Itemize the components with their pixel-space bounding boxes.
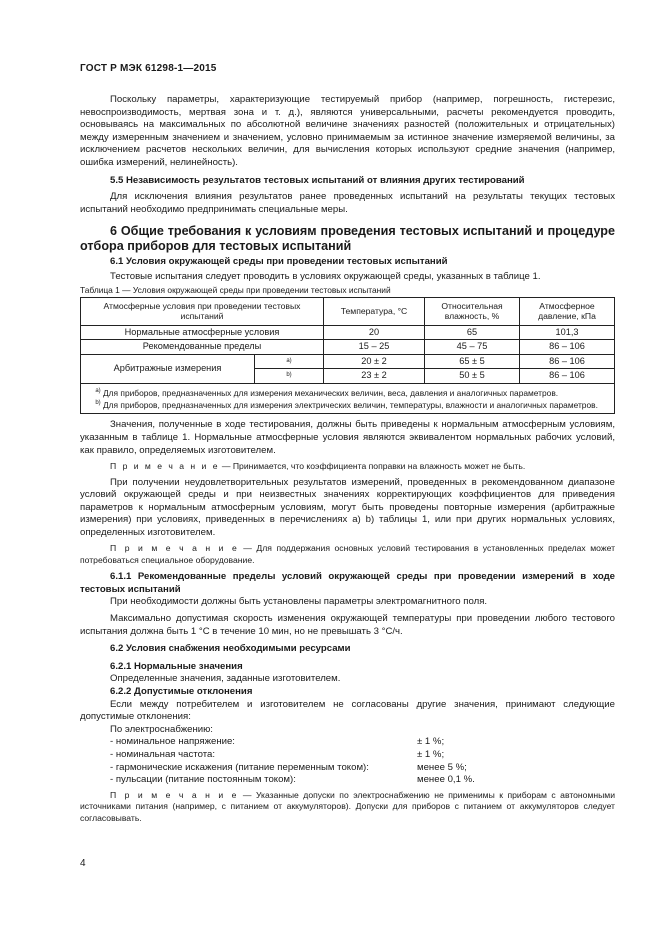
row-label: Нормальные атмосферные условия bbox=[81, 325, 324, 340]
header-conditions: Атмосферные условия при проведении тестовых испытаний bbox=[81, 297, 324, 325]
row-label: Рекомендованные пределы bbox=[81, 340, 324, 355]
cell-pressure: 86 – 106 bbox=[520, 369, 615, 384]
list-item: - пульсации (питание постоянным током): менее 0,1 %. bbox=[110, 774, 475, 786]
conditions-table bbox=[80, 297, 615, 415]
list-item: - гармонические искажения (питание переменным током): менее 5 %; bbox=[110, 761, 467, 773]
header-humidity: Относительная влажность, % bbox=[425, 297, 520, 325]
table-footnotes-row bbox=[81, 383, 615, 414]
section-6-1-1-title: 6.1.1 Рекомендованные пределы условий окружающей среды при проведении измерений в ходе тестовых испытаний bbox=[80, 571, 615, 595]
cell-temperature: 15 – 25 bbox=[324, 340, 425, 355]
header-temperature: Температура, °C bbox=[324, 297, 425, 325]
cell-temperature: 20 bbox=[324, 325, 425, 340]
row-mark: a) bbox=[255, 354, 324, 369]
list-item: - номинальная частота: ± 1 %; bbox=[110, 749, 445, 760]
intro-paragraph: Поскольку параметры, характеризующие тестируемый прибор (например, погрешность, гистерезис, невоспроизводимость, мертвая зона и т. д.), являются универсальными, расчеты рекомендуется проводить, основываясь на максимальных по абсолютной величине значениях разностей (положительных и отрицательных) между измеренным значением и значением, условно принимаемым за истинное значение измеряемой величины, за исключением расчетов нескольких величин, для вычисления которых используют средние значения (например, ошибка измерений, нелинейность). bbox=[80, 94, 615, 168]
cell-humidity: 45 – 75 bbox=[425, 340, 520, 355]
paragraph-unsatisfactory: При получении неудовлетворительных результатов измерений, проведенных в рекомендованном диапазоне условий окружающей среды и при неизвестных значениях корректирующих коэффициентов для приведения параметров к нормальным атмосферным условиям, могут быть проведены повторные измерения (арбитражные измерения) при условиях, приведенных в перечислениях а) b) таблицы 1, или при других нормальных условиях, определенных изготовителем. bbox=[80, 476, 615, 538]
footnote-b: $^{b)}$ Для приборов, предназначенных для измерения электрических величин, температуры, влажности и аналогичных параметров. bbox=[95, 399, 598, 410]
footnote-a: $^{а)}$ Для приборов, предназначенных для измерения механических величин, веса, давления и аналогичных параметров. bbox=[95, 387, 559, 398]
paragraph-after-table: Значения, полученные в ходе тестирования, должны быть приведены к нормальным атмосферным условиям, указанным в таблице 1. Нормальные атмосферные условия являются эквивалентом нормальных рабочих условий, как правило, определяемых изготовителем. bbox=[80, 419, 615, 456]
power-supply-label: По электроснабжению: bbox=[110, 723, 213, 735]
table-footnotes bbox=[81, 383, 615, 414]
cell-temperature: 20 ± 2 bbox=[324, 354, 425, 369]
row-mark: b) bbox=[255, 369, 324, 384]
page-number: 4 bbox=[80, 858, 86, 869]
section-6-2-2-title: 6.2.2 Допустимые отклонения bbox=[110, 686, 253, 698]
table-row bbox=[81, 354, 615, 369]
cell-pressure: 86 – 106 bbox=[520, 354, 615, 369]
section-6-2-title: 6.2 Условия снабжения необходимыми ресурсами bbox=[110, 643, 351, 655]
page-content bbox=[80, 94, 615, 824]
table-row bbox=[81, 340, 615, 355]
cell-pressure: 101,3 bbox=[520, 325, 615, 340]
section-5-5-text: Для исключения влияния результатов ранее проведенных испытаний на результаты текущих тестовых испытаний необходимо предпринимать специальные меры. bbox=[80, 191, 615, 215]
section-6-2-1-title: 6.2.1 Нормальные значения bbox=[110, 660, 243, 672]
table-row bbox=[81, 325, 615, 340]
cell-temperature: 23 ± 2 bbox=[324, 369, 425, 384]
note-2: П р и м е ч а н и е — Для поддержания основных условий тестирования в установленных пределах может потребоваться специальное оборудование. bbox=[80, 543, 616, 565]
section-6-1-1-p1: При необходимости должны быть установлены параметры электромагнитного поля. bbox=[110, 596, 488, 608]
note-1: П р и м е ч а н и е — Принимается, что коэффициента поправки на влажность может не быть. bbox=[110, 461, 526, 472]
header-pressure: Атмосферное давление, кПа bbox=[520, 297, 615, 325]
section-6-2-2-text: Если между потребителем и изготовителем не согласованы другие значения, принимают следующие допустимые отклонения: bbox=[80, 698, 615, 723]
note-3: П р и м е ч а н и е — Указанные допуски по электроснабжению не применимы к приборам с автономными источниками питания (например, с питанием от аккумуляторов). Допуски для приборов с питанием от аккумуляторов следует согласовывать. bbox=[80, 789, 615, 823]
section-6-1-text: Тестовые испытания следует проводить в условиях окружающей среды, указанных в таблице 1. bbox=[110, 270, 541, 282]
section-6-title: 6 Общие требования к условиям проведения тестовых испытаний и процедуре отбора приборов для тестовых испытаний bbox=[80, 224, 615, 253]
cell-pressure: 86 – 106 bbox=[520, 340, 615, 355]
document-header: ГОСТ Р МЭК 61298-1—2015 bbox=[80, 63, 217, 74]
cell-humidity: 65 bbox=[425, 325, 520, 340]
cell-humidity: 50 ± 5 bbox=[425, 369, 520, 384]
table-header-row bbox=[81, 297, 615, 325]
row-label: Арбитражные измерения bbox=[81, 354, 255, 383]
cell-humidity: 65 ± 5 bbox=[425, 354, 520, 369]
section-6-1-1-p2: Максимально допустимая скорость изменения окружающей температуры при проведении любого тестового испытания должна быть 1 °С в течение 10 мин, но не превышать 3 °С/ч. bbox=[80, 613, 615, 637]
list-item: - номинальное напряжение: ± 1 %; bbox=[110, 736, 445, 748]
section-6-1-title: 6.1 Условия окружающей среды при проведении тестовых испытаний bbox=[110, 256, 448, 268]
table-caption: Таблица 1 — Условия окружающей среды при проведении тестовых испытаний bbox=[80, 284, 391, 295]
section-6-2-1-text: Определенные значения, заданные изготовителем. bbox=[110, 673, 341, 685]
section-5-5-title: 5.5 Независимость результатов тестовых испытаний от влияния других тестирований bbox=[110, 174, 525, 186]
